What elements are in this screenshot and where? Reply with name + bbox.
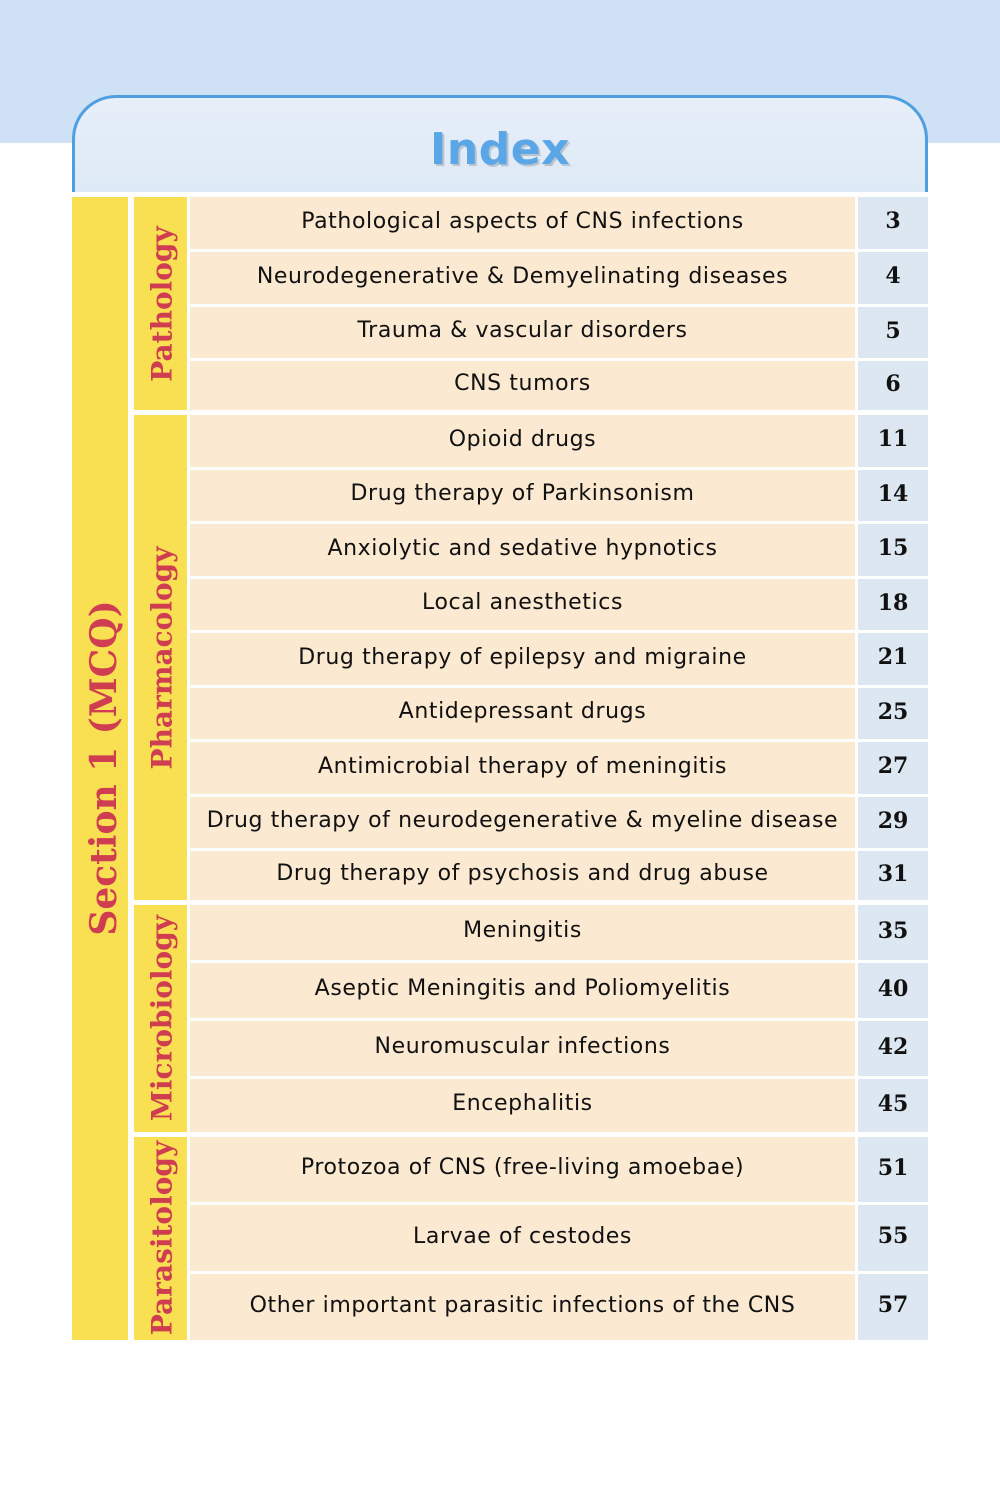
entry-page-number: 35 bbox=[858, 905, 928, 960]
subject-label-parasitology: Parasitology bbox=[145, 1140, 179, 1336]
entry-page-number: 29 bbox=[858, 797, 928, 848]
entry-page-number: 40 bbox=[858, 963, 928, 1018]
entry-page-number: 57 bbox=[858, 1274, 928, 1340]
subject-label-pathology: Pathology bbox=[145, 226, 179, 382]
index-row[interactable] bbox=[190, 851, 928, 900]
entry-page-number: 25 bbox=[858, 688, 928, 739]
index-row[interactable] bbox=[190, 1021, 928, 1076]
entry-title: Encephalitis bbox=[190, 1079, 855, 1132]
entry-title: Larvae of cestodes bbox=[190, 1205, 855, 1271]
entry-page-number: 14 bbox=[858, 470, 928, 521]
index-row[interactable] bbox=[190, 742, 928, 794]
index-row[interactable] bbox=[190, 797, 928, 848]
entry-page-number: 11 bbox=[858, 415, 928, 467]
subject-label-microbiology: Microbiology bbox=[145, 914, 179, 1122]
index-row[interactable] bbox=[190, 579, 928, 630]
index-row[interactable] bbox=[190, 1205, 928, 1271]
entry-page-number: 42 bbox=[858, 1021, 928, 1076]
index-row[interactable] bbox=[190, 1274, 928, 1340]
entry-title: Anxiolytic and sedative hypnotics bbox=[190, 524, 855, 576]
index-row[interactable] bbox=[190, 361, 928, 410]
entry-page-number: 51 bbox=[858, 1137, 928, 1202]
entry-page-number: 5 bbox=[858, 307, 928, 358]
index-row[interactable] bbox=[190, 905, 928, 960]
entry-title: Aseptic Meningitis and Poliomyelitis bbox=[190, 963, 855, 1018]
entry-title: Drug therapy of neurodegenerative & myeline disease bbox=[190, 797, 855, 848]
entry-title: Drug therapy of psychosis and drug abuse bbox=[190, 851, 855, 900]
index-row[interactable] bbox=[190, 524, 928, 576]
entry-title: Local anesthetics bbox=[190, 579, 855, 630]
entry-page-number: 6 bbox=[858, 361, 928, 410]
entry-page-number: 31 bbox=[858, 851, 928, 900]
index-row[interactable] bbox=[190, 1079, 928, 1132]
entry-title: Meningitis bbox=[190, 905, 855, 960]
section-label: Section 1 (MCQ) bbox=[83, 600, 125, 936]
index-row[interactable] bbox=[190, 688, 928, 739]
index-row[interactable] bbox=[190, 252, 928, 304]
entry-title: Antimicrobial therapy of meningitis bbox=[190, 742, 855, 794]
entry-page-number: 18 bbox=[858, 579, 928, 630]
entry-title: CNS tumors bbox=[190, 361, 855, 410]
page-title: Index bbox=[430, 124, 570, 175]
entry-title: Neuromuscular infections bbox=[190, 1021, 855, 1076]
entry-title: Antidepressant drugs bbox=[190, 688, 855, 739]
index-row[interactable] bbox=[190, 197, 928, 249]
index-row[interactable] bbox=[190, 633, 928, 685]
entry-title: Opioid drugs bbox=[190, 415, 855, 467]
index-header bbox=[72, 95, 928, 192]
entry-page-number: 3 bbox=[858, 197, 928, 249]
entry-page-number: 27 bbox=[858, 742, 928, 794]
subject-label-pharmacology: Pharmacology bbox=[145, 546, 179, 770]
entry-title: Drug therapy of Parkinsonism bbox=[190, 470, 855, 521]
index-row[interactable] bbox=[190, 470, 928, 521]
index-row[interactable] bbox=[190, 963, 928, 1018]
entry-page-number: 4 bbox=[858, 252, 928, 304]
index-row[interactable] bbox=[190, 415, 928, 467]
index-row[interactable] bbox=[190, 1137, 928, 1202]
entry-title: Drug therapy of epilepsy and migraine bbox=[190, 633, 855, 685]
entry-title: Neurodegenerative & Demyelinating diseases bbox=[190, 252, 855, 304]
entry-title: Trauma & vascular disorders bbox=[190, 307, 855, 358]
entry-page-number: 55 bbox=[858, 1205, 928, 1271]
index-row[interactable] bbox=[190, 307, 928, 358]
entry-page-number: 15 bbox=[858, 524, 928, 576]
entry-page-number: 21 bbox=[858, 633, 928, 685]
entry-title: Protozoa of CNS (free-living amoebae) bbox=[190, 1137, 855, 1202]
entry-title: Pathological aspects of CNS infections bbox=[190, 197, 855, 249]
entry-title: Other important parasitic infections of the CNS bbox=[190, 1274, 855, 1340]
entry-page-number: 45 bbox=[858, 1079, 928, 1132]
